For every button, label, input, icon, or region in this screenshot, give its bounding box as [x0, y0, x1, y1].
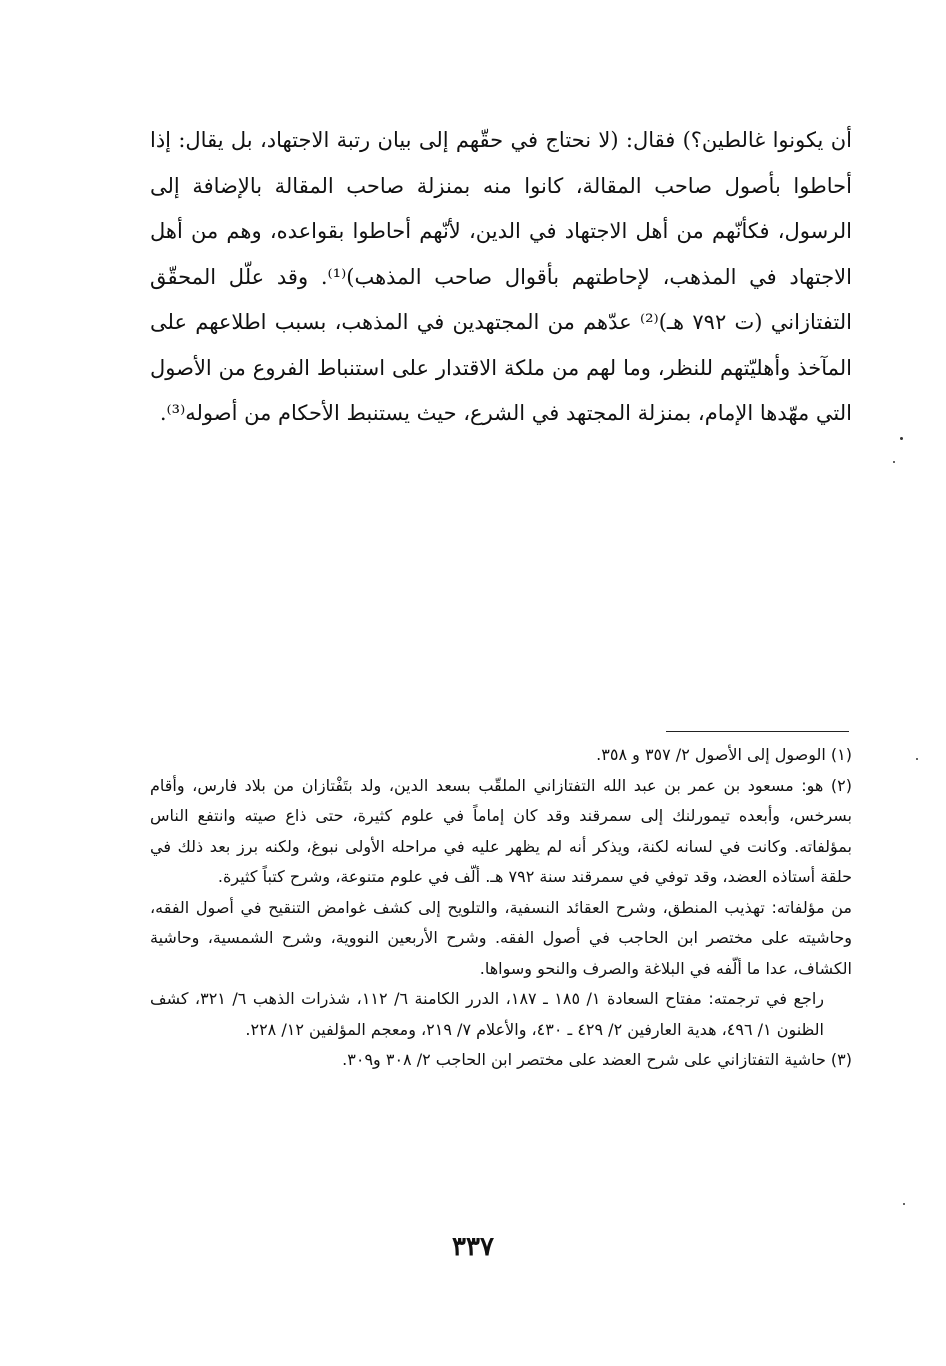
footnote-2-works: من مؤلفاته: تهذيب المنطق، وشرح العقائد النسفية، والتلويح إلى كشف غوامض التنقيح في أصول الفقه، وحاشيته على مختصر ابن الحاجب في أصول الفقه. وشرح الأربعين النووية، وشرح الشمسية، وحاشية الكشاف، عدا ما ألّفه في البلاغة والصرف والنحو وسواها.	[150, 897, 852, 978]
footnote-2-references: راجع في ترجمته: مفتاح السعادة ١/ ١٨٥ ـ ١٨٧، الدرر الكامنة ٦/ ١١٢، شذرات الذهب ٦/ ٣٢١، كشف الظنون ١/ ٤٩٦، هدية العارفين ٢/ ٤٢٩ ـ ٤٣٠، والأعلام ٧/ ٢١٩، ومعجم المؤلفين ١٢/ ٢٢٨.	[150, 989, 825, 1039]
scan-speck	[916, 758, 918, 760]
footnote-1: (١) الوصول إلى الأصول ٢/ ٣٥٧ و ٣٥٨.	[596, 745, 852, 764]
body-paragraph: أن يكونوا غالطين؟) فقال: (لا نحتاج في حقّهم إلى بيان رتبة الاجتهاد، بل يقال: إذا أحاطوا بأصول صاحب المقالة، كانوا منه بمنزلة صاحب المقالة بالإضافة إلى الرسول، فكأنّهم من أهل الاجتهاد في الدين، لأنّهم أحاطوا بقواعده، وهم من أهل الاجتهاد في المذهب، لإحاطتهم بأقوال صاحب المذهب)⁽¹⁾. وقد علّل المحقّق التفتازاني (ت ٧٩٢ هـ)⁽²⁾ عدّهم من المجتهدين في المذهب، بسبب اطلاعهم على المآخذ وأهليّتهم للنظر، وما لهم من ملكة الاقتدار على استنباط الفروع من الأصول التي مهّدها الإمام، بمنزلة المجتهد في الشرع، حيث يستنبط الأحكام من أصوله⁽³⁾.	[150, 128, 852, 425]
scan-speck	[903, 1203, 905, 1205]
scan-speck	[900, 437, 903, 440]
footnote-separator	[666, 731, 849, 732]
footnote-3: (٣) حاشية التفتازاني على شرح العضد على مختصر ابن الحاجب ٢/ ٣٠٨ و٣٠٩.	[342, 1050, 852, 1069]
footnotes-block	[150, 740, 852, 1076]
footnote-2-biography: (٢) هو: مسعود بن عمر بن عبد الله التفتازاني الملقّب بسعد الدين، ولد بتَفْتازان من بلاد فارس، وأقام بسرخس، وأبعده تيمورلنك إلى سمرقند وقد كان إماماً في علوم كثيرة، حتى ذاع صيته وانتفع الناس بمؤلفاته. وكانت في لسانه لكنة، ويذكر أنه لم يظهر عليه في مراحله الأولى نبوغ، ولكنه برز بعد ذلك في حلقة أستاذه العضد، وقد توفي في سمرقند سنة ٧٩٢ هـ. ألّف في علوم متنوعة، وشرح كتباً كثيرة.	[150, 775, 852, 886]
scan-speck	[893, 461, 895, 463]
page-number: ٣٣٧	[452, 1232, 494, 1262]
main-text-block	[150, 118, 852, 437]
